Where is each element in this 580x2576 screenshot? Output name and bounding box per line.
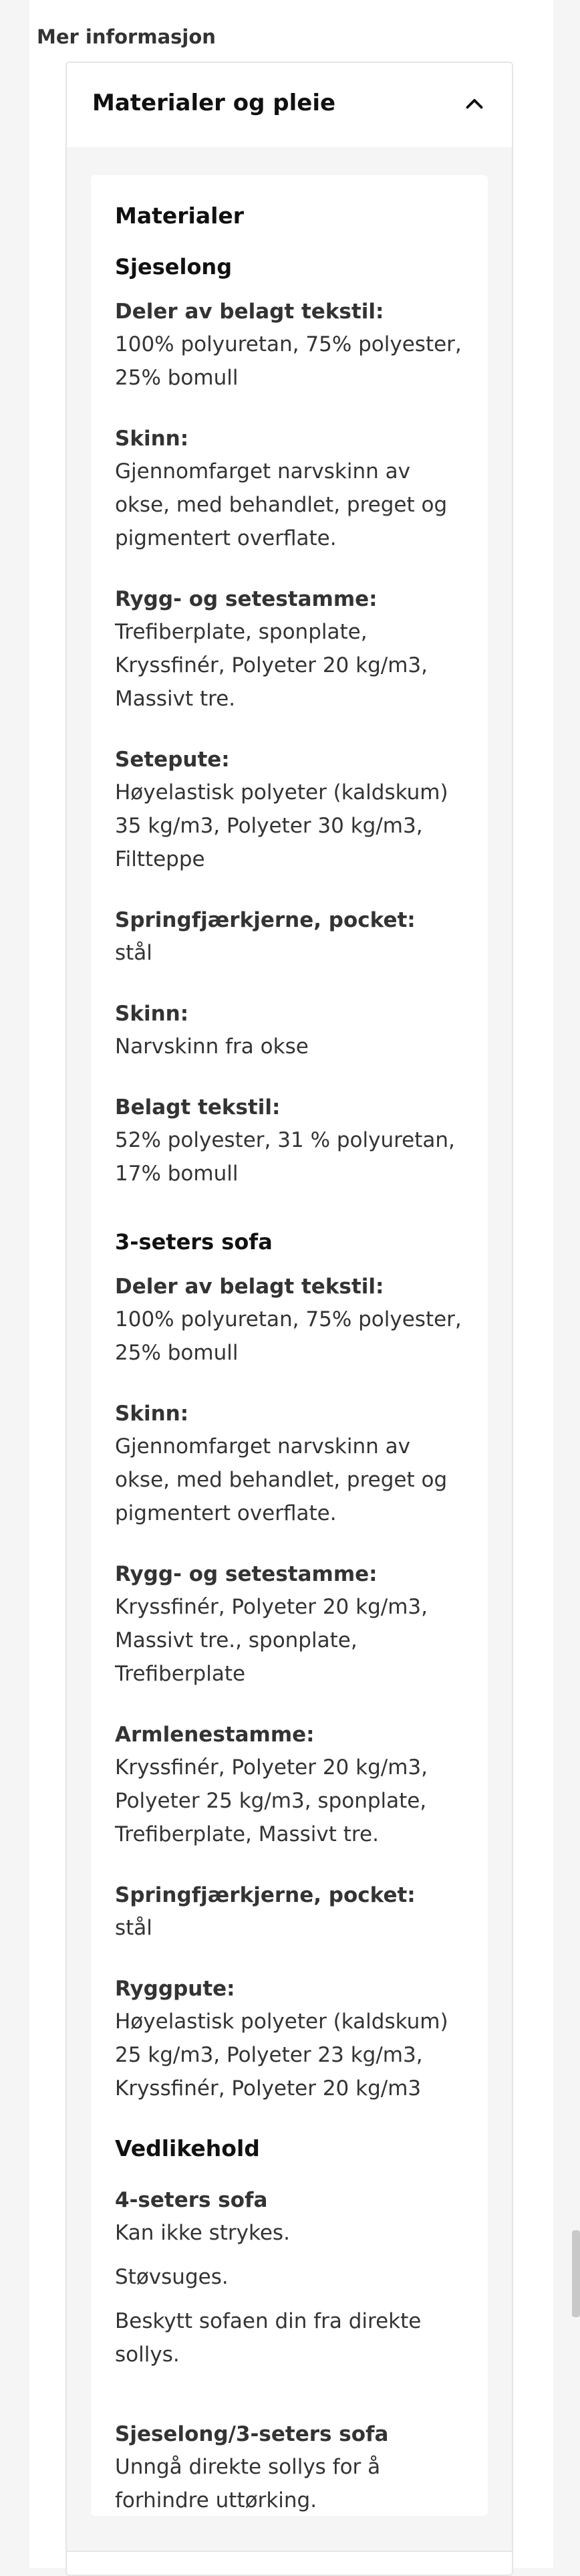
material-label: Ryggpute: bbox=[115, 1977, 235, 2001]
material-group bbox=[115, 1226, 464, 2105]
material-label: Setepute: bbox=[115, 748, 230, 772]
material-item bbox=[115, 1719, 464, 1851]
scrollbar-thumb[interactable] bbox=[572, 2230, 580, 2317]
material-item bbox=[115, 423, 464, 555]
material-label: Belagt tekstil: bbox=[115, 1095, 281, 1119]
material-item bbox=[115, 1091, 464, 1190]
material-value: Gjennomfarget narvskinn av okse, med behandlet, preget og pigmentert overflate. bbox=[115, 1434, 448, 1525]
material-item bbox=[115, 583, 464, 716]
care-instruction: Beskytt sofaen din fra direkte sollys. bbox=[115, 2309, 422, 2367]
material-value: 100% polyuretan, 75% polyester, 25% bomull bbox=[115, 1307, 462, 1365]
material-value: Trefiberplate, sponplate, Kryssfinér, Polyeter 20 kg/m3, Massivt tre. bbox=[115, 620, 428, 711]
material-label: Skinn: bbox=[115, 1402, 189, 1426]
material-label: Deler av belagt tekstil: bbox=[115, 1275, 384, 1299]
material-item bbox=[115, 904, 464, 970]
material-value: Kryssfinér, Polyeter 20 kg/m3, Massivt tre., sponplate, Trefiberplate bbox=[115, 1595, 428, 1686]
material-item bbox=[115, 1973, 464, 2105]
material-item bbox=[115, 296, 464, 395]
material-item bbox=[115, 1271, 464, 1370]
material-value: stål bbox=[115, 941, 152, 965]
material-label: Skinn: bbox=[115, 1002, 189, 1026]
material-item bbox=[115, 998, 464, 1063]
material-group-name: Sjeselong bbox=[115, 254, 233, 280]
material-label: Deler av belagt tekstil: bbox=[115, 300, 384, 324]
material-item bbox=[115, 1879, 464, 1945]
material-value: stål bbox=[115, 1916, 152, 1940]
material-label: Rygg- og setestamme: bbox=[115, 587, 378, 611]
care-group-name: 4-seters sofa bbox=[115, 2188, 268, 2212]
care-group-name: Sjeselong/3-seters sofa bbox=[115, 2422, 389, 2446]
section-heading: Mer informasjon bbox=[37, 25, 216, 48]
material-value: Høyelastisk polyeter (kaldskum) 35 kg/m3, Polyeter 30 kg/m3, Filtteppe bbox=[115, 780, 448, 871]
material-value: 100% polyuretan, 75% polyester, 25% bomull bbox=[115, 332, 462, 390]
materials-care-accordion bbox=[65, 62, 513, 2576]
material-value: Gjennomfarget narvskinn av okse, med behandlet, preget og pigmentert overflate. bbox=[115, 459, 448, 550]
material-item bbox=[115, 1398, 464, 1530]
material-label: Springfjærkjerne, pocket: bbox=[115, 1883, 416, 1907]
materials-title: Materialer bbox=[115, 203, 245, 229]
material-label: Armlenestamme: bbox=[115, 1723, 315, 1747]
care-instruction: Kan ikke strykes. bbox=[115, 2221, 290, 2245]
material-value: Høyelastisk polyeter (kaldskum) 25 kg/m3, Polyeter 23 kg/m3, Kryssfinér, Polyeter 20 kg/m3 bbox=[115, 2010, 448, 2101]
material-label: Rygg- og setestamme: bbox=[115, 1562, 378, 1586]
next-accordion-header[interactable] bbox=[67, 2551, 512, 2576]
material-group bbox=[115, 251, 464, 1190]
care-instruction: Unngå direkte sollys for å forhindre uttørking. bbox=[115, 2455, 381, 2512]
accordion-title: Materialer og pleie bbox=[92, 90, 336, 116]
material-value: 52% polyester, 31 % polyuretan, 17% bomull bbox=[115, 1128, 455, 1186]
accordion-panel bbox=[91, 175, 488, 2516]
material-item bbox=[115, 1558, 464, 1691]
material-label: Springfjærkjerne, pocket: bbox=[115, 908, 416, 932]
material-value: Narvskinn fra okse bbox=[115, 1035, 309, 1059]
accordion-header[interactable] bbox=[67, 63, 512, 147]
chevron-up-icon[interactable] bbox=[462, 92, 486, 116]
care-group bbox=[115, 2418, 464, 2517]
material-label: Skinn: bbox=[115, 427, 189, 451]
care-title: Vedlikehold bbox=[115, 2135, 260, 2161]
material-group-name: 3-seters sofa bbox=[115, 1229, 273, 1255]
material-item bbox=[115, 744, 464, 876]
care-instruction: Støvsuges. bbox=[115, 2265, 229, 2289]
material-value: Kryssfinér, Polyeter 20 kg/m3, Polyeter 25 kg/m3, sponplate, Trefiberplate, Massivt tre. bbox=[115, 1755, 428, 1846]
care-group bbox=[115, 2184, 464, 2371]
